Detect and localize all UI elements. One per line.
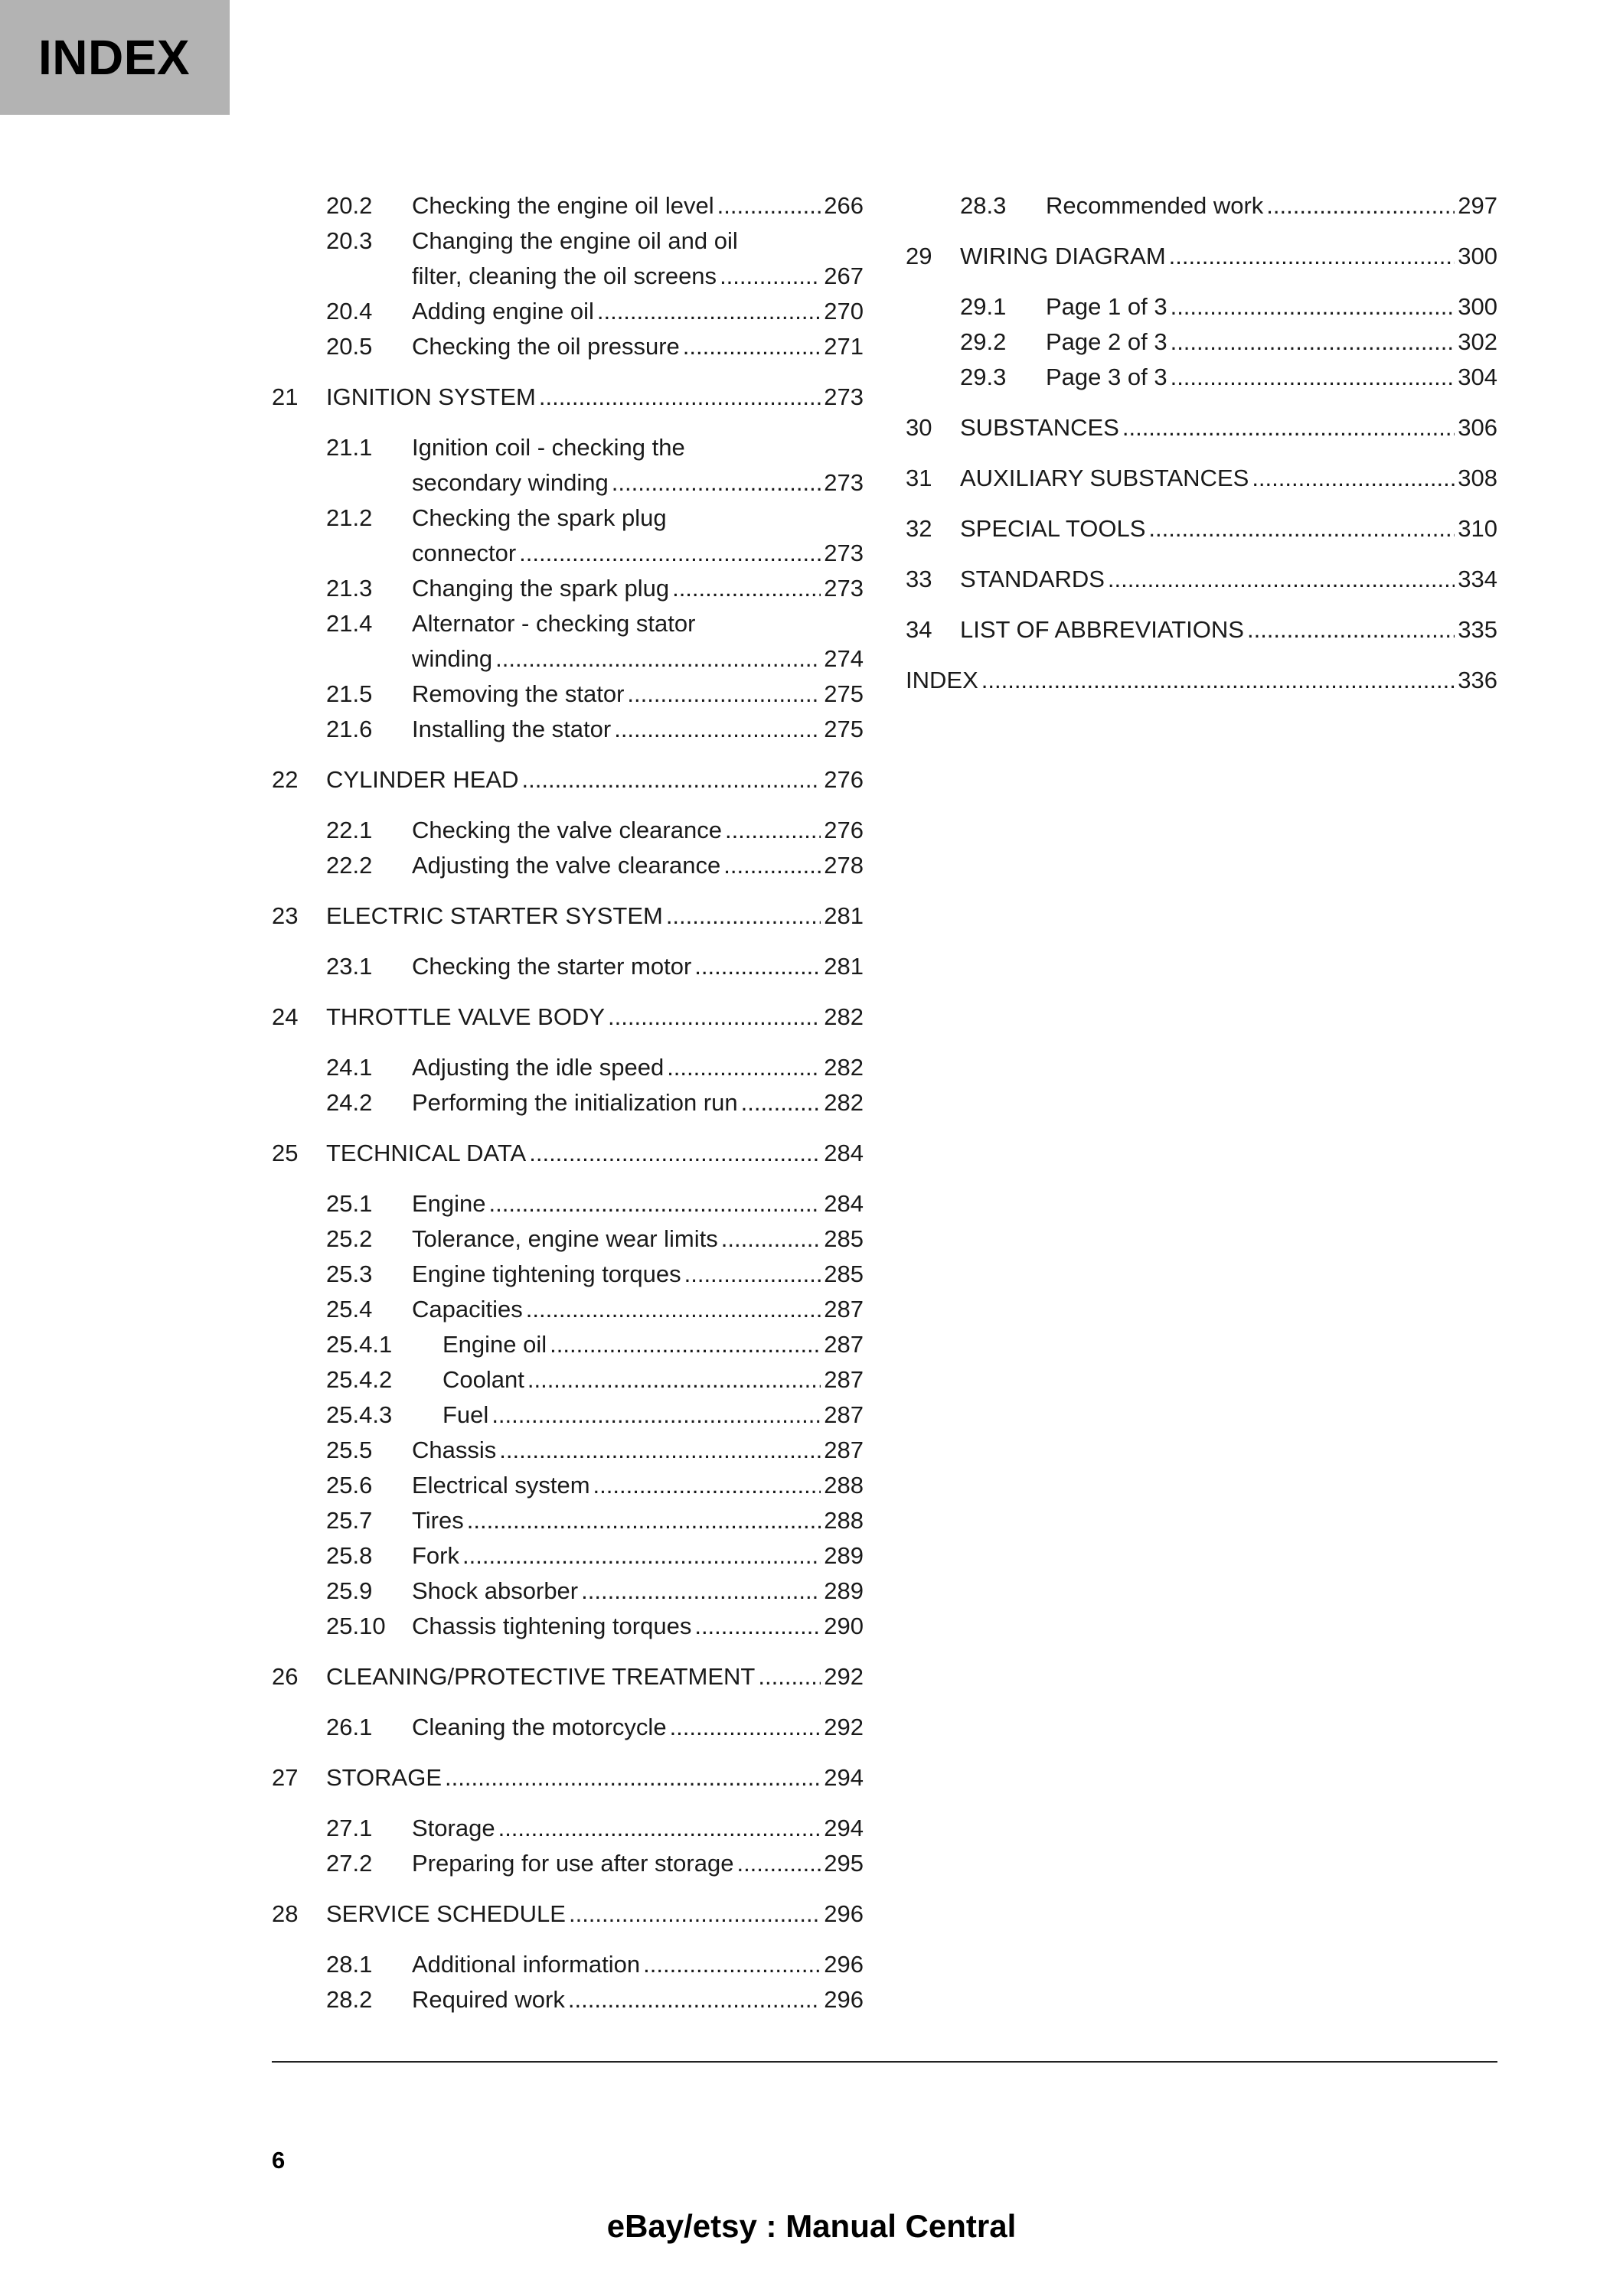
toc-entry-page: 282: [824, 1054, 864, 1081]
toc-entry[interactable]: [906, 511, 1497, 546]
watermark-text: eBay/etsy : Manual Central: [606, 2208, 1017, 2244]
toc-entry-number: 23: [272, 902, 299, 929]
toc-entry[interactable]: [272, 1574, 864, 1609]
toc-entry-title: filter, cleaning the oil screens: [412, 263, 717, 289]
toc-entry[interactable]: [906, 360, 1497, 395]
toc-entry-page: 282: [824, 1089, 864, 1116]
toc-leader-dots: [467, 1503, 821, 1538]
toc-leader-dots: [694, 1609, 821, 1644]
toc-column-right: [906, 188, 1497, 713]
toc-entry-number: 21.3: [326, 575, 373, 602]
toc-entry-page: 266: [824, 192, 864, 219]
toc-entry[interactable]: [272, 380, 864, 415]
toc-entry[interactable]: [906, 461, 1497, 496]
toc-entry[interactable]: [272, 1085, 864, 1120]
toc-leader-dots: [670, 1710, 821, 1745]
toc-entry-page: 296: [824, 1951, 864, 1978]
toc-entry-title: Fuel: [442, 1401, 489, 1428]
toc-entry-page: 288: [824, 1507, 864, 1534]
toc-entry-page: 273: [824, 383, 864, 410]
toc-entry-number: 22: [272, 766, 299, 793]
toc-entry-number: 27: [272, 1764, 299, 1791]
toc-entry-number: 25.2: [326, 1225, 373, 1252]
toc-entry-title: Chassis: [412, 1437, 497, 1463]
toc-entry-page: 274: [824, 645, 864, 672]
toc-entry-page: 287: [824, 1366, 864, 1393]
toc-leader-dots: [597, 294, 821, 329]
footer-divider: [272, 2061, 1497, 2063]
toc-entry-number: 30: [906, 414, 932, 441]
toc-entry[interactable]: [272, 1503, 864, 1538]
toc-entry-page: 271: [824, 333, 864, 360]
toc-entry[interactable]: [272, 571, 864, 606]
toc-leader-dots: [672, 571, 821, 606]
toc-entry-page: 276: [824, 817, 864, 843]
toc-entry-title: ELECTRIC STARTER SYSTEM: [326, 902, 663, 929]
toc-entry-title: Page 3 of 3: [1046, 364, 1167, 390]
toc-entry-page: 302: [1458, 328, 1497, 355]
toc-entry-page: 278: [824, 852, 864, 879]
toc-entry-title: Ignition coil - checking the: [412, 434, 685, 461]
toc-entry-title: Alternator - checking stator: [412, 610, 696, 637]
toc-entry[interactable]: [272, 813, 864, 848]
toc-entry[interactable]: [272, 1000, 864, 1035]
toc-entry[interactable]: [272, 1136, 864, 1171]
toc-entry-number: 24.2: [326, 1089, 373, 1116]
toc-entry-page: 295: [824, 1850, 864, 1877]
toc-entry-number: 21.2: [326, 504, 373, 531]
toc-entry[interactable]: [272, 1362, 864, 1397]
toc-entry[interactable]: [272, 1538, 864, 1574]
toc-leader-dots: [491, 1397, 821, 1433]
toc-entry-page: 287: [824, 1331, 864, 1358]
toc-entry-page: 276: [824, 766, 864, 793]
toc-entry-title: Cleaning the motorcycle: [412, 1714, 667, 1740]
toc-entry-title: Adjusting the valve clearance: [412, 852, 721, 879]
toc-entry[interactable]: [272, 223, 864, 294]
toc-entry-page: 273: [824, 575, 864, 602]
toc-entry-title: WIRING DIAGRAM: [960, 243, 1166, 269]
toc-entry-title: Changing the engine oil and oil: [412, 227, 738, 254]
index-tab-label: INDEX: [38, 30, 191, 85]
toc-leader-dots: [1247, 612, 1455, 647]
toc-leader-dots: [445, 1760, 821, 1795]
toc-entry[interactable]: [272, 1397, 864, 1433]
toc-entry-page: 289: [824, 1542, 864, 1569]
toc-entry-title: THROTTLE VALVE BODY: [326, 1003, 606, 1030]
toc-entry-title: Adjusting the idle speed: [412, 1054, 665, 1081]
toc-entry-number: 28: [272, 1900, 299, 1927]
toc-entry[interactable]: [272, 1292, 864, 1327]
toc-entry[interactable]: [272, 1982, 864, 2017]
toc-leader-dots: [1169, 239, 1455, 274]
toc-entry-page: 282: [824, 1003, 864, 1030]
toc-entry-page: 300: [1458, 293, 1497, 320]
toc-entry-page: 281: [824, 953, 864, 980]
toc-leader-dots: [519, 536, 821, 571]
toc-entry-title: Preparing for use after storage: [412, 1850, 734, 1877]
toc-entry-number: 25.3: [326, 1261, 373, 1287]
toc-entry-number: 25.4: [326, 1296, 373, 1322]
toc-entry[interactable]: [272, 1760, 864, 1795]
toc-entry-title: IGNITION SYSTEM: [326, 383, 536, 410]
toc-leader-dots: [1266, 188, 1455, 223]
toc-entry-title: SERVICE SCHEDULE: [326, 1900, 566, 1927]
toc-entry-page: 294: [824, 1815, 864, 1841]
toc-entry-number: 25.4.3: [326, 1401, 393, 1428]
toc-entry-page: 296: [824, 1900, 864, 1927]
toc-entry-number: 25.7: [326, 1507, 373, 1534]
toc-entry-page: 273: [824, 540, 864, 566]
toc-entry-title: Engine tightening torques: [412, 1261, 681, 1287]
toc-entry[interactable]: [272, 1846, 864, 1881]
toc-entry-page: 275: [824, 680, 864, 707]
toc-entry-number: 23.1: [326, 953, 373, 980]
toc-entry-page: 281: [824, 902, 864, 929]
toc-entry-title: Checking the starter motor: [412, 953, 692, 980]
toc-entry-title: SPECIAL TOOLS: [960, 515, 1146, 542]
toc-entry[interactable]: [272, 1896, 864, 1932]
toc-leader-dots: [981, 663, 1455, 698]
toc-entry-page: 335: [1458, 616, 1497, 643]
toc-entry-title: Adding engine oil: [412, 298, 594, 325]
toc-entry-number: 27.1: [326, 1815, 373, 1841]
toc-entry[interactable]: [272, 294, 864, 329]
toc-entry[interactable]: [272, 848, 864, 883]
toc-leader-dots: [1171, 289, 1455, 325]
toc-entry-title: Checking the valve clearance: [412, 817, 722, 843]
toc-leader-dots: [499, 1433, 821, 1468]
toc-entry-title: Additional information: [412, 1951, 641, 1978]
toc-leader-dots: [1171, 325, 1455, 360]
toc-entry-number: 32: [906, 515, 932, 542]
toc-entry[interactable]: [906, 562, 1497, 597]
toc-leader-dots: [666, 899, 821, 934]
toc-entry[interactable]: [906, 325, 1497, 360]
toc-entry-title: CYLINDER HEAD: [326, 766, 519, 793]
toc-leader-dots: [593, 1468, 821, 1503]
toc-entry-page: 284: [824, 1140, 864, 1166]
toc-entry-number: 25: [272, 1140, 299, 1166]
toc-entry-number: 24.1: [326, 1054, 373, 1081]
toc-leader-dots: [495, 641, 821, 677]
toc-entry[interactable]: [272, 329, 864, 364]
toc-leader-dots: [489, 1186, 821, 1221]
toc-entry-number: 28.1: [326, 1951, 373, 1978]
toc-entry-page: 267: [824, 263, 864, 289]
toc-leader-dots: [717, 188, 821, 223]
toc-entry[interactable]: [272, 712, 864, 747]
toc-entry-number: 25.4.2: [326, 1366, 393, 1393]
toc-entry[interactable]: [906, 410, 1497, 445]
toc-entry[interactable]: [272, 606, 864, 677]
toc-entry-page: 296: [824, 1986, 864, 2013]
toc-entry-title: Coolant: [442, 1366, 524, 1393]
toc-entry-title: connector: [412, 540, 517, 566]
toc-entry[interactable]: [272, 899, 864, 934]
toc-entry[interactable]: [272, 1186, 864, 1221]
toc-column-left: [272, 188, 864, 2017]
toc-entry-number: 25.1: [326, 1190, 373, 1217]
toc-leader-dots: [527, 1362, 821, 1397]
toc-entry-title: Required work: [412, 1986, 565, 2013]
toc-entry-title: Storage: [412, 1815, 495, 1841]
toc-entry-title: CLEANING/PROTECTIVE TREATMENT: [326, 1663, 756, 1690]
toc-leader-dots: [694, 949, 821, 984]
toc-entry-page: 289: [824, 1577, 864, 1604]
toc-leader-dots: [725, 813, 821, 848]
toc-entry-number: 28.2: [326, 1986, 373, 2013]
toc-leader-dots: [498, 1811, 821, 1846]
toc-entry[interactable]: [272, 1468, 864, 1503]
toc-entry-title: Engine: [412, 1190, 486, 1217]
toc-entry[interactable]: [272, 1050, 864, 1085]
index-tab: [0, 0, 230, 115]
toc-entry-title: TECHNICAL DATA: [326, 1140, 527, 1166]
toc-entry-number: 21.1: [326, 434, 373, 461]
toc-entry-page: 292: [824, 1714, 864, 1740]
toc-entry[interactable]: [272, 430, 864, 501]
toc-entry-title: winding: [412, 645, 493, 672]
toc-entry-page: 285: [824, 1225, 864, 1252]
toc-entry-page: 336: [1458, 667, 1497, 693]
toc-entry[interactable]: [272, 762, 864, 797]
toc-entry-number: 21.6: [326, 716, 373, 742]
toc-entry-page: 334: [1458, 566, 1497, 592]
toc-leader-dots: [720, 259, 821, 294]
toc-entry-page: 285: [824, 1261, 864, 1287]
toc-entry[interactable]: [272, 1710, 864, 1745]
toc-entry-number: 21.5: [326, 680, 373, 707]
toc-leader-dots: [550, 1327, 821, 1362]
toc-entry-number: 22.1: [326, 817, 373, 843]
toc-leader-dots: [741, 1085, 821, 1120]
toc-leader-dots: [569, 1896, 821, 1932]
toc-entry-title: LIST OF ABBREVIATIONS: [960, 616, 1244, 643]
toc-entry-page: 284: [824, 1190, 864, 1217]
toc-leader-dots: [1108, 562, 1455, 597]
toc-entry-page: 308: [1458, 465, 1497, 491]
page-number: 6: [272, 2147, 286, 2174]
toc-entry[interactable]: [272, 1659, 864, 1694]
toc-entry[interactable]: [272, 949, 864, 984]
toc-entry-title: Recommended work: [1046, 192, 1264, 219]
toc-entry-page: 304: [1458, 364, 1497, 390]
toc-entry-title: Checking the spark plug: [412, 504, 667, 531]
toc-entry-title: Fork: [412, 1542, 459, 1569]
toc-entry-title: Checking the engine oil level: [412, 192, 714, 219]
toc-entry-number: 20.2: [326, 192, 373, 219]
toc-entry[interactable]: [272, 501, 864, 571]
toc-leader-dots: [1122, 410, 1455, 445]
toc-leader-dots: [667, 1050, 821, 1085]
toc-entry-title: Page 1 of 3: [1046, 293, 1167, 320]
toc-entry-number: 27.2: [326, 1850, 373, 1877]
toc-leader-dots: [627, 677, 821, 712]
toc-entry-page: 300: [1458, 243, 1497, 269]
toc-entry-page: 306: [1458, 414, 1497, 441]
toc-entry[interactable]: [272, 1327, 864, 1362]
toc-entry-title: Page 2 of 3: [1046, 328, 1167, 355]
toc-leader-dots: [683, 329, 821, 364]
toc-entry-page: 273: [824, 469, 864, 496]
toc-entry-page: 297: [1458, 192, 1497, 219]
toc-entry[interactable]: [906, 188, 1497, 223]
toc-entry[interactable]: [906, 239, 1497, 274]
toc-entry-title: secondary winding: [412, 469, 609, 496]
toc-entry[interactable]: [272, 1221, 864, 1257]
toc-entry-page: 287: [824, 1296, 864, 1322]
toc-entry-page: 287: [824, 1401, 864, 1428]
toc-entry-page: 287: [824, 1437, 864, 1463]
toc-entry[interactable]: [272, 1433, 864, 1468]
toc-entry-number: 20.5: [326, 333, 373, 360]
toc-entry-page: 310: [1458, 515, 1497, 542]
toc-entry-page: 290: [824, 1613, 864, 1639]
toc-entry-number: 24: [272, 1003, 299, 1030]
toc-leader-dots: [721, 1221, 821, 1257]
toc-entry-number: 29: [906, 243, 932, 269]
toc-leader-dots: [614, 712, 821, 747]
toc-entry-number: 29.2: [960, 328, 1007, 355]
toc-entry[interactable]: [272, 1947, 864, 1982]
toc-leader-dots: [643, 1947, 821, 1982]
toc-entry-number: 25.9: [326, 1577, 373, 1604]
toc-entry-title: Removing the stator: [412, 680, 625, 707]
toc-entry-title: Electrical system: [412, 1472, 590, 1499]
toc-entry-title: Engine oil: [442, 1331, 547, 1358]
toc-entry-number: 21: [272, 383, 299, 410]
toc-entry-title: Performing the initialization run: [412, 1089, 738, 1116]
toc-entry-title: Capacities: [412, 1296, 523, 1322]
toc-entry-title: Changing the spark plug: [412, 575, 670, 602]
toc-entry[interactable]: [272, 1609, 864, 1644]
toc-entry-title: SUBSTANCES: [960, 414, 1119, 441]
toc-entry[interactable]: [906, 289, 1497, 325]
toc-leader-dots: [462, 1538, 821, 1574]
toc-entry-title: Tolerance, engine wear limits: [412, 1225, 718, 1252]
toc-entry-number: 26: [272, 1663, 299, 1690]
toc-entry-title: Shock absorber: [412, 1577, 579, 1604]
toc-leader-dots: [723, 848, 821, 883]
toc-leader-dots: [522, 762, 821, 797]
toc-leader-dots: [1148, 511, 1455, 546]
toc-entry-title: Chassis tightening torques: [412, 1613, 692, 1639]
toc-entry-title: STANDARDS: [960, 566, 1105, 592]
toc-entry-title: STORAGE: [326, 1764, 442, 1791]
toc-entry-page: 275: [824, 716, 864, 742]
toc-entry-number: 34: [906, 616, 932, 643]
toc-entry-page: 270: [824, 298, 864, 325]
toc-leader-dots: [568, 1982, 821, 2017]
toc-entry-number: 25.10: [326, 1613, 386, 1639]
toc-leader-dots: [736, 1846, 821, 1881]
toc-entry[interactable]: [272, 188, 864, 223]
toc-entry-number: 22.2: [326, 852, 373, 879]
toc-entry-number: 33: [906, 566, 932, 592]
toc-leader-dots: [684, 1257, 821, 1292]
toc-entry-number: 20.3: [326, 227, 373, 254]
toc-leader-dots: [758, 1659, 821, 1694]
toc-entry[interactable]: [272, 1811, 864, 1846]
toc-entry-number: 31: [906, 465, 932, 491]
toc-entry-number: 25.5: [326, 1437, 373, 1463]
toc-leader-dots: [539, 380, 821, 415]
toc-entry[interactable]: [272, 677, 864, 712]
toc-leader-dots: [608, 1000, 821, 1035]
toc-entry-number: 25.6: [326, 1472, 373, 1499]
toc-entry[interactable]: [906, 612, 1497, 647]
toc-leader-dots: [581, 1574, 821, 1609]
toc-entry-number: 20.4: [326, 298, 373, 325]
toc-entry-number: 25.8: [326, 1542, 373, 1569]
toc-entry-number: 29.1: [960, 293, 1007, 320]
toc-entry[interactable]: [272, 1257, 864, 1292]
toc-entry-number: 28.3: [960, 192, 1007, 219]
toc-entry-title: Checking the oil pressure: [412, 333, 680, 360]
toc-entry-page: 294: [824, 1764, 864, 1791]
toc-entry-number: 21.4: [326, 610, 373, 637]
toc-entry-number: 25.4.1: [326, 1331, 393, 1358]
toc-entry-title: AUXILIARY SUBSTANCES: [960, 465, 1249, 491]
toc-entry-number: 29.3: [960, 364, 1007, 390]
toc-leader-dots: [1171, 360, 1455, 395]
toc-entry-page: 288: [824, 1472, 864, 1499]
toc-entry-title: Installing the stator: [412, 716, 612, 742]
toc-entry-title: Tires: [412, 1507, 464, 1534]
toc-entry-number: 26.1: [326, 1714, 373, 1740]
toc-leader-dots: [529, 1136, 821, 1171]
toc-leader-dots: [1252, 461, 1455, 496]
toc-leader-dots: [612, 465, 821, 501]
toc-entry-title: INDEX: [906, 667, 978, 693]
toc-entry-page: 292: [824, 1663, 864, 1690]
toc-leader-dots: [526, 1292, 821, 1327]
toc-entry[interactable]: [906, 663, 1497, 698]
